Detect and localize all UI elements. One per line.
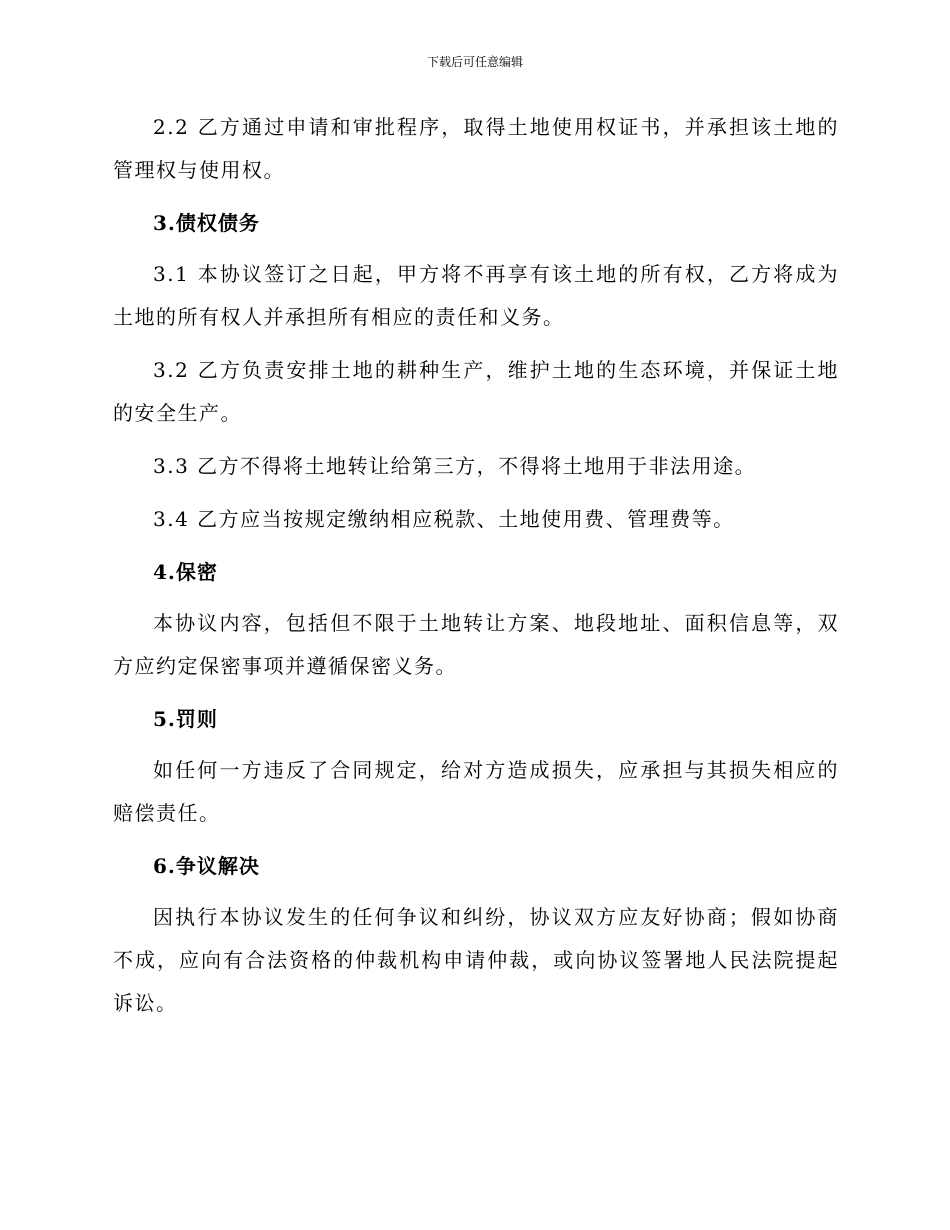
section-heading-confidentiality: 4.保密 [153,560,218,584]
section-heading-debt: 3.债权债务 [153,211,260,235]
clause-3-2: 3.2 乙方负责安排土地的耕种生产，维护土地的生态环境，并保证土地的安全生产。 [113,358,839,425]
document-body [113,106,839,1035]
page-header: 下载后可任意编辑 [426,55,523,69]
section-heading-penalty: 5.罚则 [153,707,218,731]
clause-penalty: 如任何一方违反了合同规定，给对方造成损失，应承担与其损失相应的赔偿责任。 [113,758,839,825]
section-heading-dispute: 6.争议解决 [153,854,260,878]
clause-3-3: 3.3 乙方不得将土地转让给第三方，不得将土地用于非法用途。 [153,454,757,478]
clause-3-1: 3.1 本协议签订之日起，甲方将不再享有该土地的所有权，乙方将成为土地的所有权人并承担所有相应的责任和义务。 [113,262,839,329]
clause-confidentiality: 本协议内容，包括但不限于土地转让方案、地段地址、面积信息等，双方应约定保密事项并遵循保密义务。 [113,611,839,678]
clause-2-2: 2.2 乙方通过申请和审批程序，取得土地使用权证书，并承担该土地的管理权与使用权。 [113,115,839,182]
clause-3-4: 3.4 乙方应当按规定缴纳相应税款、土地使用费、管理费等。 [153,507,735,531]
clause-dispute: 因执行本协议发生的任何争议和纠纷，协议双方应友好协商；假如协商不成，应向有合法资格的仲裁机构申请仲裁，或向协议签署地人民法院提起诉讼。 [113,905,839,1015]
